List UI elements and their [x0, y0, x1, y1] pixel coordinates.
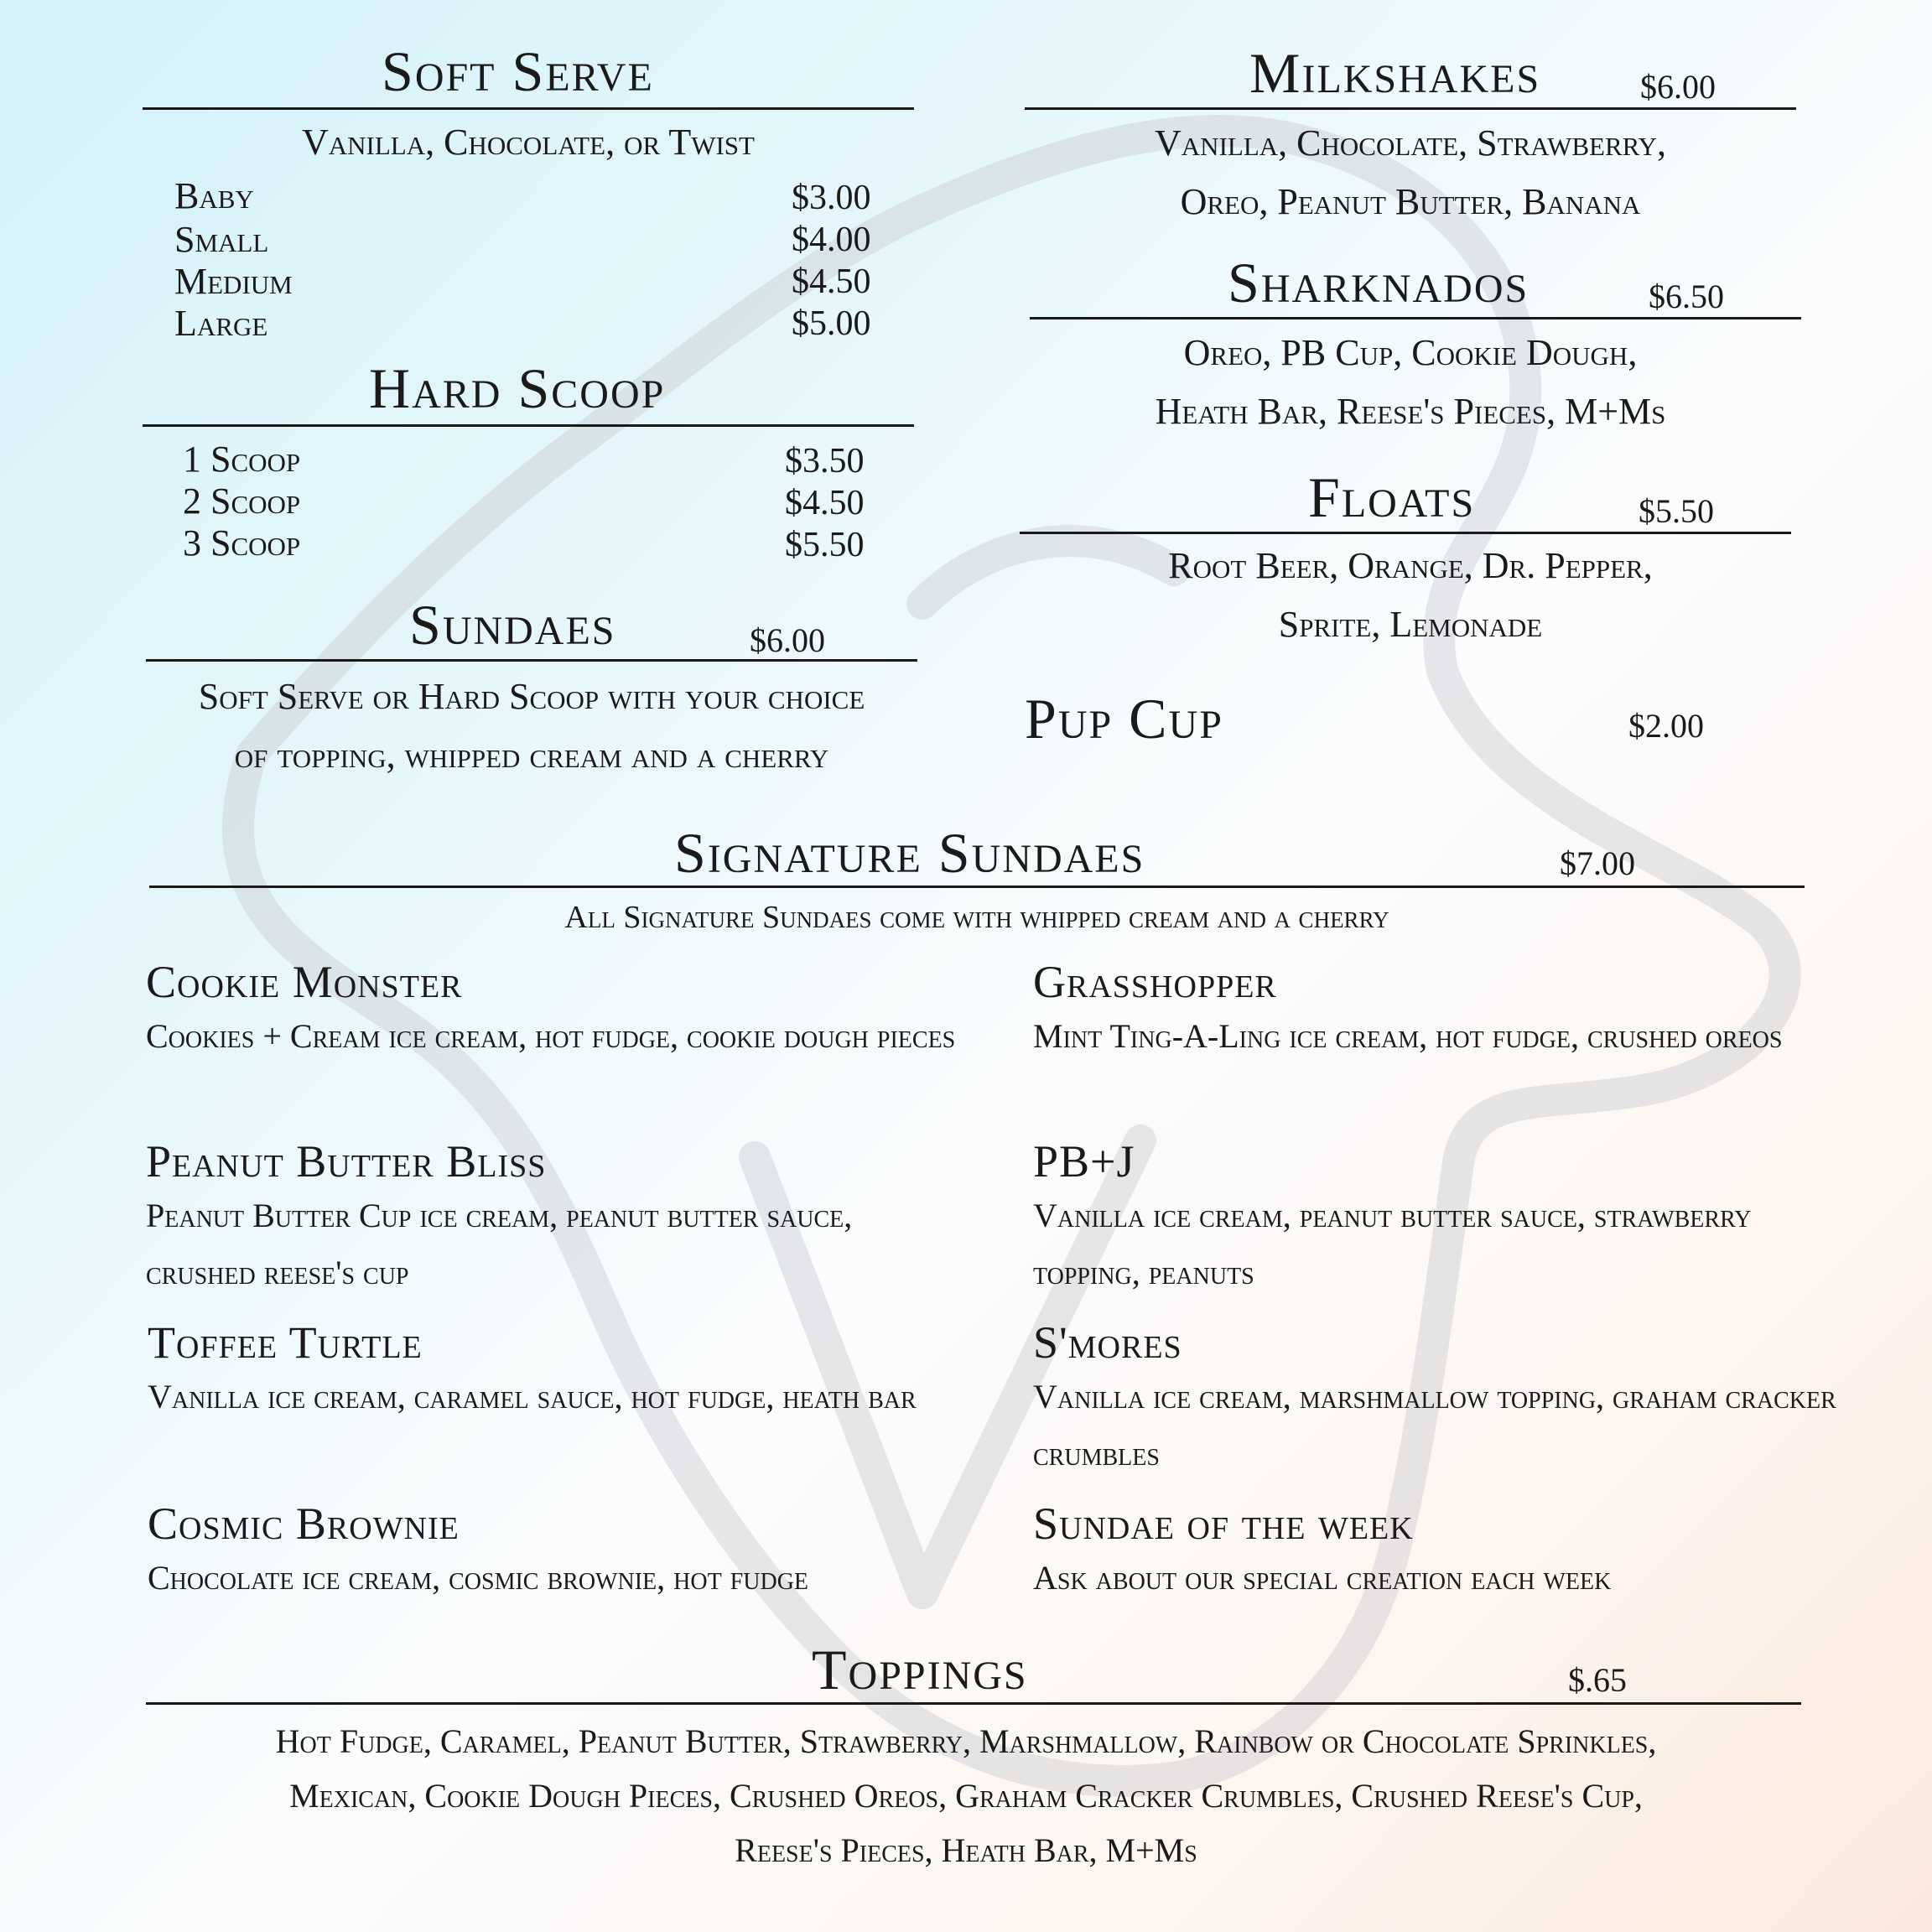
sharknados-title: Sharknados [1228, 251, 1530, 314]
hard-scoop-size-price: $3.50 [785, 442, 865, 480]
sundaes-desc: Soft Serve or Hard Scoop with your choice [198, 676, 865, 717]
milkshakes-flavors: Oreo, Peanut Butter, Banana [1180, 181, 1641, 222]
signature-sundaes-price: $7.00 [1560, 844, 1635, 882]
milkshakes-price: $6.00 [1640, 68, 1716, 106]
floats-options: Sprite, Lemonade [1278, 604, 1543, 645]
sundaes-price: $6.00 [750, 621, 825, 659]
signature-sundae-desc: Vanilla ice cream, peanut butter sauce, strawberry topping, peanuts [1033, 1197, 1752, 1291]
hard-scoop-size-label: 2 Scoop [183, 480, 301, 522]
signature-sundae-item [1033, 1135, 1855, 1301]
soft-serve-size-price: $5.00 [792, 304, 871, 343]
signature-sundae-name: Cosmic Brownie [148, 1498, 460, 1549]
soft-serve-divider [143, 107, 914, 110]
signature-sundae-item [1033, 1317, 1855, 1483]
signature-sundae-item [146, 956, 968, 1065]
signature-sundae-name: PB+J [1033, 1136, 1135, 1187]
hard-scoop-title: Hard Scoop [369, 356, 666, 420]
signature-sundae-desc: Chocolate ice cream, cosmic brownie, hot fudge [148, 1559, 809, 1597]
soft-serve-size-price: $4.50 [792, 262, 871, 301]
toppings-title: Toppings [812, 1638, 1028, 1701]
signature-sundaes-divider [149, 886, 1805, 888]
milkshakes-divider [1025, 107, 1796, 110]
sundaes-divider [146, 659, 917, 662]
signature-sundae-desc: Cookies + Cream ice cream, hot fudge, cookie dough pieces [146, 1017, 956, 1055]
soft-serve-size-price: $3.00 [792, 179, 871, 217]
soft-serve-size-price: $4.00 [792, 221, 871, 259]
hard-scoop-size-label: 3 Scoop [183, 522, 301, 564]
signature-sundae-item [148, 1317, 969, 1426]
soft-serve-size-label: Medium [174, 261, 293, 302]
sharknados-price: $6.50 [1649, 278, 1724, 315]
pup-cup-title: Pup Cup [1025, 687, 1223, 750]
sharknados-options: Oreo, PB Cup, Cookie Dough, [1183, 332, 1638, 373]
signature-sundaes-title: Signature Sundaes [674, 821, 1145, 885]
soft-serve-size-label: Large [174, 303, 268, 344]
sundaes-title: Sundaes [409, 593, 616, 657]
toppings-list: Mexican, Cookie Dough Pieces, Crushed Oreos, Graham Cracker Crumbles, Crushed Reese's Cup, [289, 1777, 1643, 1815]
signature-sundae-item [1033, 1498, 1872, 1607]
hard-scoop-size-label: 1 Scoop [183, 439, 301, 480]
milkshakes-flavors: Vanilla, Chocolate, Strawberry, [1155, 122, 1666, 164]
toppings-list: Hot Fudge, Caramel, Peanut Butter, Strawberry, Marshmallow, Rainbow or Chocolate Sprinkles, [275, 1722, 1657, 1760]
pup-cup-price: $2.00 [1628, 707, 1704, 745]
soft-serve-size-label: Baby [174, 175, 254, 216]
floats-options: Root Beer, Orange, Dr. Pepper, [1168, 545, 1653, 586]
signature-sundae-name: Peanut Butter Bliss [146, 1136, 547, 1187]
signature-sundae-item [146, 1135, 968, 1301]
signature-sundae-desc: Vanilla ice cream, marshmallow topping, graham cracker crumbles [1033, 1378, 1836, 1472]
toppings-list: Reese's Pieces, Heath Bar, M+Ms [735, 1831, 1197, 1869]
toppings-divider [146, 1702, 1801, 1705]
signature-sundae-name: S'mores [1033, 1317, 1182, 1368]
sharknados-options: Heath Bar, Reese's Pieces, M+Ms [1155, 391, 1666, 432]
signature-sundae-desc: Vanilla ice cream, caramel sauce, hot fudge, heath bar [148, 1378, 917, 1415]
signature-sundae-desc: Mint Ting-A-Ling ice cream, hot fudge, crushed oreos [1033, 1017, 1783, 1055]
signature-sundae-item [148, 1498, 1020, 1607]
soft-serve-title: Soft Serve [382, 39, 654, 103]
hard-scoop-divider [143, 424, 914, 427]
sharknados-divider [1030, 317, 1801, 319]
milkshakes-title: Milkshakes [1249, 41, 1541, 105]
signature-sundae-desc: Ask about our special creation each week [1033, 1559, 1612, 1597]
floats-title: Floats [1308, 465, 1476, 529]
soft-serve-flavors: Vanilla, Chocolate, or Twist [302, 122, 755, 163]
signature-sundae-desc: Peanut Butter Cup ice cream, peanut butter sauce, crushed reese's cup [146, 1197, 853, 1291]
hard-scoop-size-price: $5.50 [785, 526, 865, 564]
toppings-price: $.65 [1568, 1661, 1627, 1699]
signature-sundae-name: Cookie Monster [146, 957, 463, 1007]
soft-serve-size-label: Small [174, 219, 269, 260]
signature-sundae-name: Grasshopper [1033, 957, 1277, 1007]
signature-sundaes-subtitle: All Signature Sundaes come with whipped cream and a cherry [564, 900, 1389, 935]
sundaes-desc: of topping, whipped cream and a cherry [234, 735, 829, 776]
signature-sundae-name: Toffee Turtle [148, 1317, 423, 1368]
signature-sundae-item [1033, 956, 1855, 1065]
signature-sundae-name: Sundae of the week [1033, 1498, 1414, 1549]
hard-scoop-size-price: $4.50 [785, 484, 865, 522]
floats-price: $5.50 [1639, 492, 1714, 530]
floats-divider [1020, 532, 1791, 534]
